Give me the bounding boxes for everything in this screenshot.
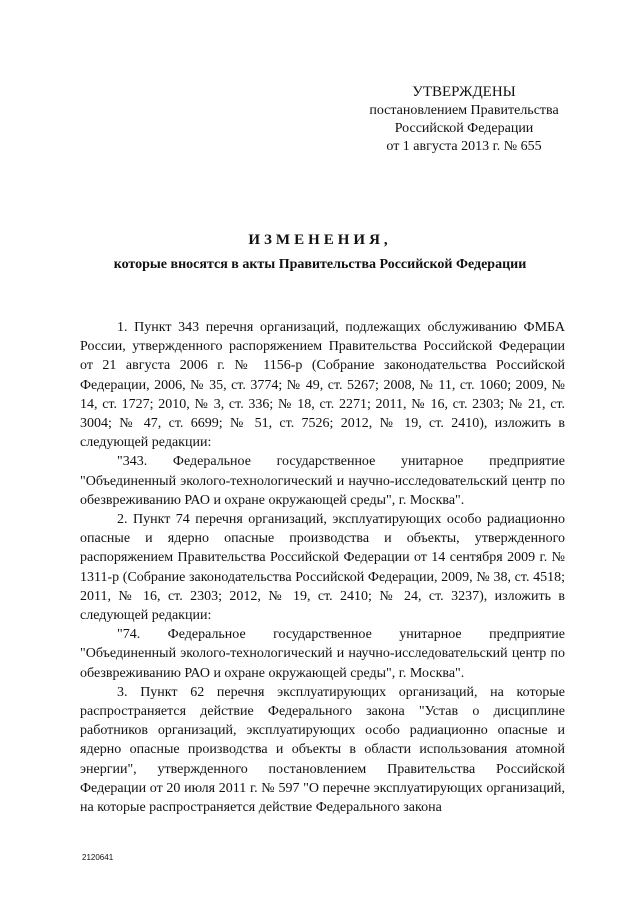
footer-document-code: 2120641 [82, 853, 114, 862]
paragraph-quote-343: "343. Федеральное государственное унитарное предприятие "Объединенный эколого-технологический и научно-исследовательский центр по обезвреживанию РАО и охране окружающей среды", г. Москва". [80, 454, 565, 508]
approval-block [352, 82, 576, 156]
approval-title: УТВЕРЖДЕНЫ [412, 84, 516, 100]
paragraph-1: 1. Пункт 343 перечня организаций, подлежащих обслуживанию ФМБА России, утвержденного распоряжением Правительства Российской Федерации от 21 августа 2006 г. № 1156-р (Собрание законодательства Российской Федерации, 2006, № 35, ст. 3774; № 49, ст. 5267; 2008, № 11, ст. 1060; 2009, № 14, ст. 1727; 2010, № 3, ст. 336; № 18, ст. 2271; 2011, № 16, ст. 2303; № 21, ст. 3004; № 47, ст. 6699; № 51, ст. 7526; 2012, № 19, ст. 2410), изложить в следующей редакции: [80, 320, 565, 451]
paragraph-3: 3. Пункт 62 перечня эксплуатирующих организаций, на которые распространяется действие Федерального закона "Устав о дисциплине работников организаций, эксплуатирующих особо радиационно опасные и ядерно опасные производства и объекты в области использования атомной энергии", утвержденного постановлением Правительства Российской Федерации от 20 июля 2011 г. № 597 "О перечне эксплуатирующих организаций, на которые распространяется действие Федерального закона [80, 684, 565, 816]
approval-line: Российской Федерации [394, 121, 534, 136]
document-title: ИЗМЕНЕНИЯ, [248, 232, 392, 248]
document-body [80, 318, 565, 817]
document-subtitle: которые вносятся в акты Правительства Российской Федерации [113, 257, 527, 272]
paragraph-quote-74: "74. Федеральное государственное унитарное предприятие "Объединенный эколого-технологический и научно-исследовательский центр по обезвреживанию РАО и охране окружающей среды", г. Москва". [80, 627, 565, 681]
approval-line: от 1 августа 2013 г. № 655 [386, 139, 542, 154]
paragraph-2: 2. Пункт 74 перечня организаций, эксплуатирующих особо радиационно опасные и ядерно опасные производства и объекты, утвержденного распоряжением Правительства Российской Федерации от 14 сентября 2009 г. № 1311-р (Собрание законодательства Российской Федерации, 2009, № 38, ст. 4518; 2011, № 16, ст. 2303; 2012, № 19, ст. 2410; № 24, ст. 3237), изложить в следующей редакции: [80, 512, 565, 624]
approval-line: постановлением Правительства [369, 103, 559, 118]
